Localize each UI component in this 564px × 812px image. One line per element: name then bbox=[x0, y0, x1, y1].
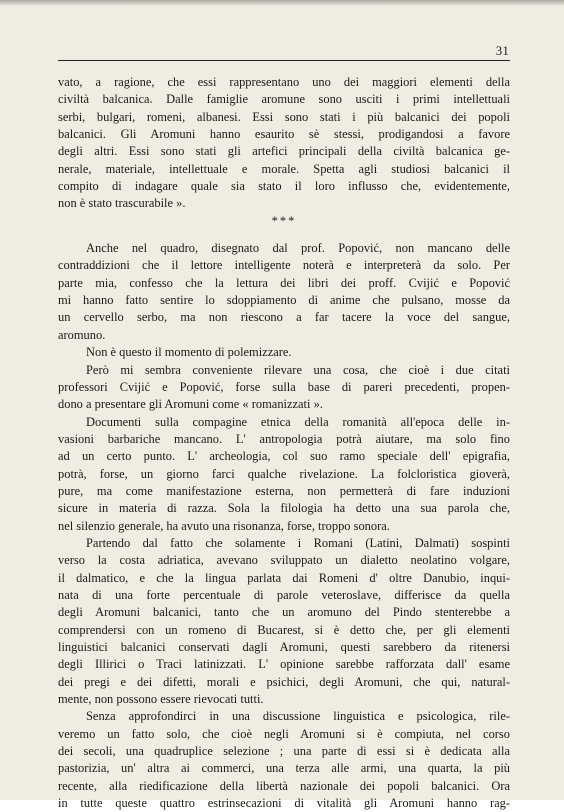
section-break-asterisks: *** bbox=[271, 213, 297, 228]
text-line: degli Illirici o Traci latinizzati. L' opinione sarebbe rafforzata dall' esame bbox=[58, 657, 510, 672]
text-line: vato, a ragione, che essi rappresentano uno dei maggiori elementi della bbox=[58, 75, 510, 89]
text-line: un cervello serbo, ma non riescono a far tacere la voce del sangue, bbox=[58, 310, 510, 325]
text-line: dei secoli, una quadruplice selezione ; una parte di essi si è dedicata alla bbox=[58, 744, 510, 759]
text-line: Partendo dal fatto che solamente i Romani (Latini, Dalmati) sospinti bbox=[86, 535, 510, 550]
text-line: Senza approfondirci in una discussione linguistica e psicologica, rile- bbox=[86, 709, 510, 724]
text-line: ad un certo punto. L' archeologia, col suo ramo speciale dell' epigrafia, bbox=[58, 449, 510, 464]
text-line: degli Aromuni balcanici, tanto che un aromuno del Pindo stenterebbe a bbox=[58, 605, 510, 620]
text-line: Però mi sembra conveniente rilevare una cosa, che cioè i due citati bbox=[86, 362, 510, 377]
text-line: compito di indagare quale sia stato il loro influsso che, evidentemente, bbox=[58, 179, 510, 194]
text-line: degli altri. Essi sono stati gli artefici principali della civiltà balcanica ge- bbox=[58, 144, 510, 159]
text-line: aromuno. bbox=[58, 327, 106, 342]
text-line: parte mia, confesso che la lettura dei libri dei proff. Cvijić e Popović bbox=[58, 275, 510, 290]
text-line: il dalmatico, e che la lingua parlata dai Romeni d' oltre Danubio, inqui- bbox=[58, 570, 510, 585]
text-line: potrà, forse, un giorno farci qualche rivelazione. La folcloristica gioverà, bbox=[58, 466, 510, 481]
text-line: dei pregi e dei difetti, morali e psichici, degli Aromuni, che qui, natural- bbox=[58, 674, 510, 689]
text-line: mi hanno fatto sentire lo sdoppiamento di anime che pulsano, mosse da bbox=[58, 293, 510, 308]
text-line: verso la costa adriatica, avevano sviluppato un dialetto neolatino volgare, bbox=[58, 553, 510, 568]
body-text bbox=[58, 74, 510, 812]
text-line: pastorizia, un' altra ai commerci, una terza alle armi, una quarta, la più bbox=[58, 761, 510, 776]
text-line: dono a presentare gli Aromuni come « romanizzati ». bbox=[58, 397, 323, 412]
text-line: mente, non possono essere rievocati tutti. bbox=[58, 692, 264, 707]
spacer bbox=[58, 230, 510, 240]
text-line: Non è questo il momento di polemizzare. bbox=[86, 345, 292, 360]
page-number: 31 bbox=[495, 44, 509, 58]
text-line: sicure in materia di razza. Sola la filologia ha detto una sua parola che, bbox=[58, 501, 510, 516]
text-line: vasioni barbariche mancano. L' antropologia potrà aiutare, ma solo fino bbox=[58, 431, 510, 446]
text-line: veremo un fatto solo, che cioè negli Aromuni si è compiuta, nel corso bbox=[58, 726, 510, 741]
text-line: contraddizioni che il lettore intelligente noterà e interpreterà da solo. Per bbox=[58, 258, 510, 273]
text-line: serbi, bulgari, romeni, albanesi. Essi sono stati i più balcanici dei popoli bbox=[58, 109, 510, 124]
text-line: civiltà balcanica. Dalle famiglie aromune sono usciti i primi intellettuali bbox=[58, 92, 510, 107]
text-line: Documenti sulla compagine etnica della romanità all'epoca delle in- bbox=[86, 414, 510, 429]
text-line: balcanici. Gli Aromuni hanno esaurito sè stessi, prodigandosi a favore bbox=[58, 127, 510, 142]
text-line: in tutte queste quattro estrinsecazioni di vitalità gli Aromuni hanno rag- bbox=[58, 796, 510, 811]
text-line: Anche nel quadro, disegnato dal prof. Popović, non mancano delle bbox=[86, 241, 510, 256]
text-line: recente, alla riedificazione della libertà nazionale dei popoli balcanici. Ora bbox=[58, 778, 510, 793]
text-line: pure, ma come manifestazione esterna, non permetterà di fare induzioni bbox=[58, 483, 510, 498]
text-line: nel silenzio generale, ha avuto una risonanza, forse, troppo sonora. bbox=[58, 518, 390, 533]
text-line: nerale, materiale, intellettuale e morale. Spetta agli studiosi balcanici il bbox=[58, 161, 510, 176]
text-line: nata di una forte percentuale di parole veteroslave, differisce da quella bbox=[58, 587, 510, 602]
text-line: linguistici balcanici conservati dagli Aromuni, questi sarebbero da ritenersi bbox=[58, 640, 510, 654]
text-line: professori Cvijić e Popović, forse sulla base di pareri precedenti, propen- bbox=[58, 379, 510, 394]
text-line: comprendersi con un romeno di Bucarest, si è detto che, per gli elementi bbox=[58, 622, 510, 637]
page-edge-shadow bbox=[0, 0, 564, 6]
header-rule bbox=[58, 60, 510, 61]
text-line: non è stato trascurabile ». bbox=[58, 196, 186, 211]
